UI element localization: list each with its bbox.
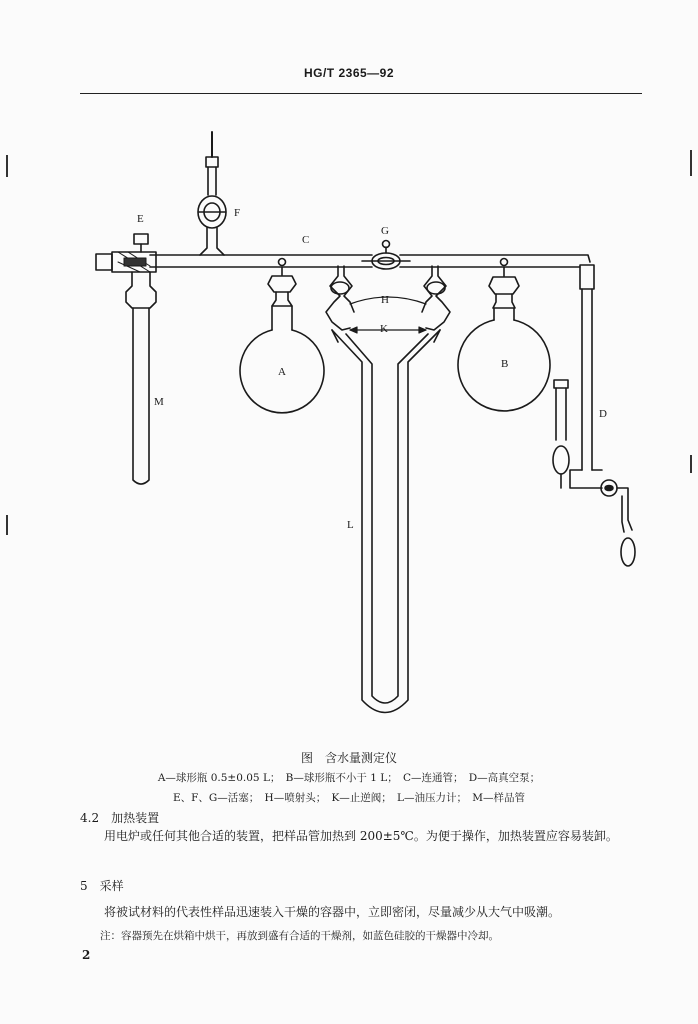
section-5-body: 将被试材料的代表性样品迅速装入干燥的容器中，立即密闭，尽量减少从大气中吸潮。	[104, 905, 561, 919]
figure-label-a: A	[278, 366, 286, 378]
figure-label-g: G	[381, 225, 389, 237]
figure-label-h: H	[381, 294, 389, 306]
section-4-2-body: 用电炉或任何其他合适的装置，把样品管加热到 200±5℃。为便于操作，加热装置应容易装卸。	[104, 829, 618, 843]
figure-label-c: C	[302, 234, 310, 246]
figure-label-d: D	[599, 408, 607, 420]
flask-a	[240, 259, 324, 413]
injector-head-h-left	[326, 266, 354, 330]
section-5-note: 注：容器预先在烘箱中烘干，再放到盛有合适的干燥剂，如蓝色硅胶的干燥器中冷却。	[100, 930, 499, 942]
page-header: HG/T 2365—92	[303, 66, 395, 80]
page-number: 2	[82, 948, 91, 962]
section-4-2-heading: 4.2 加热装置	[80, 811, 160, 825]
figure-label-k: K	[380, 323, 388, 335]
figure-label-b: B	[501, 358, 509, 370]
section-5-heading: 5 采样	[80, 879, 124, 893]
figure-label-e: E	[137, 213, 144, 225]
figure-caption: 图 含水量测定仪	[300, 751, 397, 765]
vacuum-line-d	[553, 265, 635, 566]
figure-legend-line-2: E、F、G—活塞； H—喷射头； K—止逆阀； L—油压力计； M—样品管	[172, 792, 526, 804]
flask-b	[458, 259, 550, 411]
injector-head-h-right	[422, 266, 450, 330]
figure-label-f: F	[234, 207, 241, 219]
figure-label-m: M	[154, 396, 164, 408]
sample-tube-m	[126, 272, 156, 484]
stopcock-e	[96, 234, 156, 272]
stopcock-f	[198, 132, 226, 255]
check-valve-k	[350, 327, 426, 333]
figure-legend-line-1: A—球形瓶 0.5±0.05 L； B—球形瓶不小于 1 L； C—连通管； D—高真空泵；	[157, 772, 541, 784]
figure-label-l: L	[347, 519, 354, 531]
